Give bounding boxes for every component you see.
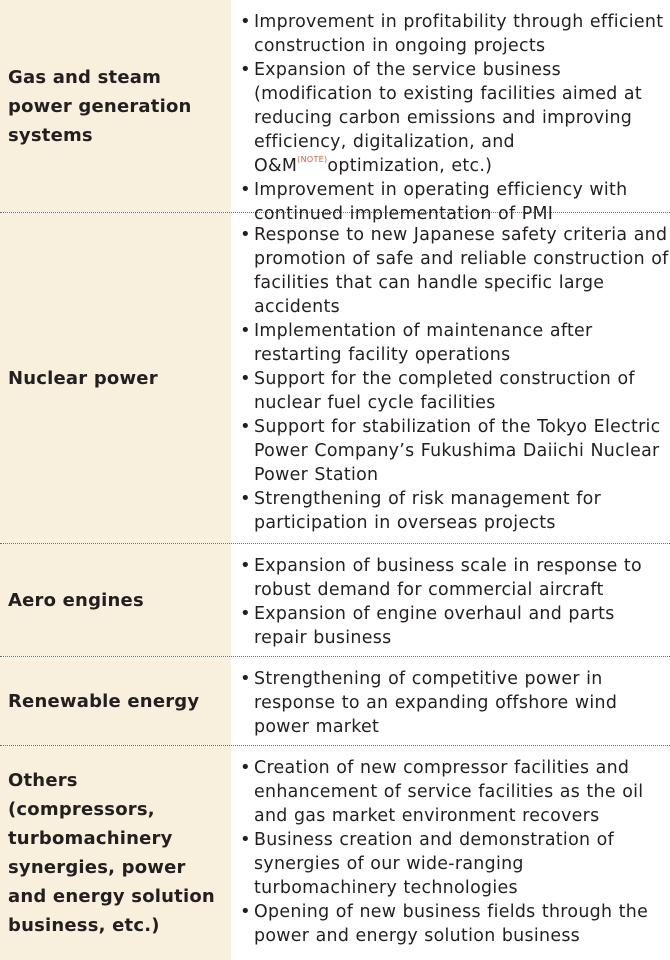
list-item	[240, 10, 670, 58]
bullet-icon: •	[240, 59, 251, 80]
row-category-cell	[0, 213, 232, 543]
bullet-icon: •	[240, 11, 251, 32]
bullet-icon: •	[240, 555, 251, 576]
bullet-icon: •	[240, 416, 251, 437]
bullet-icon: •	[240, 829, 251, 850]
list-item	[240, 58, 670, 178]
list-item-text: Business creation and demonstration of synergies of our wide-ranging turbomachinery technologies	[254, 830, 615, 898]
bullet-icon: •	[240, 488, 251, 509]
table-row-renewable	[0, 657, 670, 746]
list-item-text: Improvement in profitability through efficient construction in ongoing projects	[254, 12, 664, 56]
row-category-label: Nuclear power	[8, 367, 158, 389]
row-category-cell	[0, 0, 232, 212]
row-category-cell	[0, 746, 232, 960]
list-item-text: Strengthening of competitive power in response to an expanding offshore wind power market	[254, 669, 618, 737]
list-item-text-part: Expansion of the service business (modification to existing facilities aimed at reducing carbon emissions and improving efficiency, digitalization, and O&M	[254, 60, 642, 176]
note-superscript: (NOTE)	[297, 155, 328, 164]
list-item	[240, 367, 670, 415]
bullet-icon: •	[240, 757, 251, 778]
list-item-text: Creation of new compressor facilities and enhancement of service facilities as the oil and gas market environment recovers	[254, 758, 644, 826]
bullet-icon: •	[240, 320, 251, 341]
list-item	[240, 319, 670, 367]
list-item-text: Support for the completed construction of nuclear fuel cycle facilities	[254, 369, 635, 413]
list-item-text: Opening of new business fields through the power and energy solution business	[254, 902, 649, 946]
bullet-icon: •	[240, 224, 251, 245]
bullet-icon: •	[240, 668, 251, 689]
list-item-text: Expansion of engine overhaul and parts repair business	[254, 604, 615, 648]
list-item-text: Support for stabilization of the Tokyo Electric Power Company’s Fukushima Daiichi Nuclear Power Station	[254, 417, 661, 485]
list-item	[240, 667, 670, 739]
row-category-cell	[0, 657, 232, 745]
list-item	[240, 554, 670, 602]
table-row-others	[0, 746, 670, 960]
list-item	[240, 828, 670, 900]
row-category-label: Gas and steam power generation systems	[8, 66, 192, 146]
table-row-aero-engines	[0, 544, 670, 657]
row-items-cell	[232, 0, 670, 224]
bullet-icon: •	[240, 901, 251, 922]
row-category-label: Renewable energy	[8, 690, 200, 712]
list-item-text-part: optimization, etc.)	[327, 156, 493, 176]
list-item	[240, 602, 670, 650]
list-item-text	[254, 58, 670, 178]
row-category-label: Others (compressors, turbomachinery synergies, power and energy solution business, etc.)	[8, 770, 215, 936]
list-item	[240, 756, 670, 828]
list-item-text: Response to new Japanese safety criteria and promotion of safe and reliable construction of facilities that can handle specific large accidents	[254, 225, 669, 317]
bullet-icon: •	[240, 179, 251, 200]
list-item	[240, 223, 670, 319]
row-items-cell	[232, 657, 670, 745]
list-item-text: Expansion of business scale in response to robust demand for commercial aircraft	[254, 556, 642, 600]
row-category-label: Aero engines	[8, 589, 144, 611]
table-row-nuclear	[0, 213, 670, 544]
list-item-text: Improvement in operating efficiency with continued implementation of PMI	[254, 180, 628, 224]
row-items-cell	[232, 746, 670, 960]
list-item-text: Strengthening of risk management for participation in overseas projects	[254, 489, 602, 533]
bullet-icon: •	[240, 603, 251, 624]
bullet-icon: •	[240, 368, 251, 389]
row-items-cell	[232, 544, 670, 656]
row-items-cell	[232, 213, 670, 543]
list-item-text: Implementation of maintenance after restarting facility operations	[254, 321, 593, 365]
list-item	[240, 487, 670, 535]
list-item	[240, 900, 670, 948]
table-row-gas-steam	[0, 0, 670, 224]
list-item	[240, 415, 670, 487]
row-category-cell	[0, 544, 232, 656]
